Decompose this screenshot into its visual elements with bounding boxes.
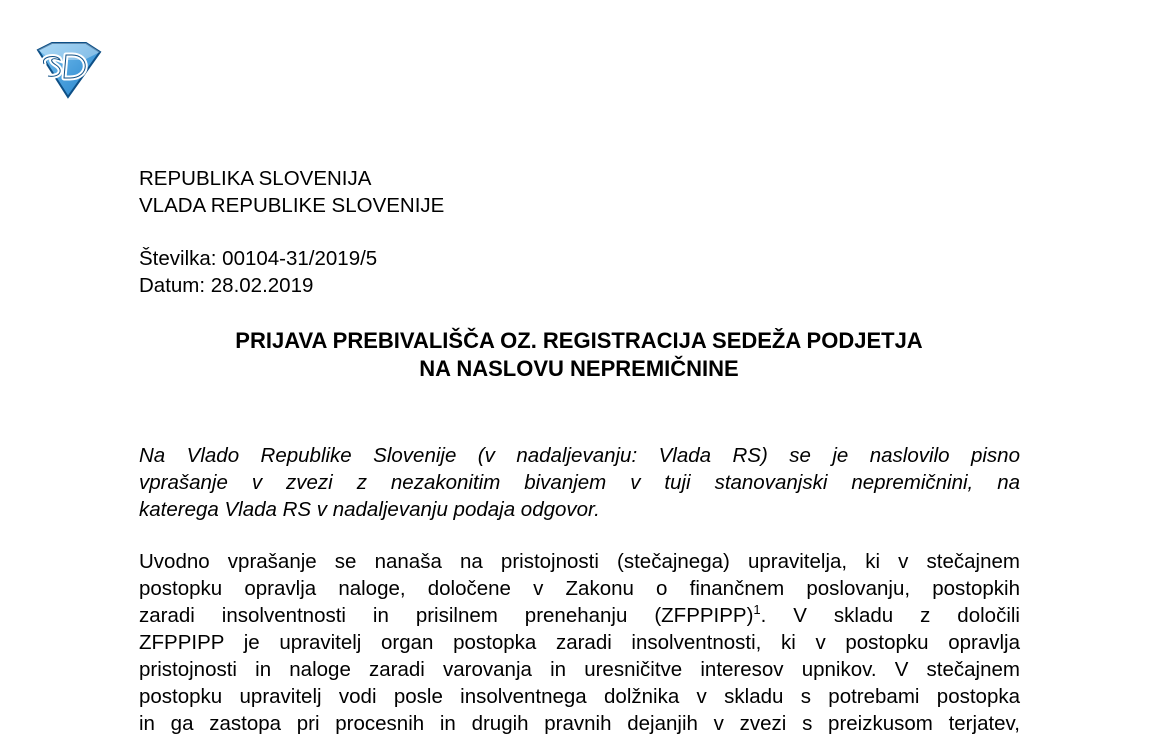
footnote-marker[interactable]: 1 xyxy=(753,602,761,618)
paragraph-line: vprašanje v zvezi z nezakonitim bivanjem v tuji stanovanjski nepremičnini, na xyxy=(139,471,1020,494)
issuer-header xyxy=(139,165,444,219)
paragraph-line: Uvodno vprašanje se nanaša na pristojnosti (stečajnega) upravitelja, ki v stečajnem xyxy=(139,550,1020,573)
issuer-line-republic: REPUBLIKA SLOVENIJA xyxy=(139,167,372,190)
title-line-2: NA NASLOVU NEPREMIČNINE xyxy=(419,356,739,381)
paragraph-line xyxy=(139,602,1020,629)
paragraph-line-text: . V skladu z določili xyxy=(760,604,1020,627)
title-line-1: PRIJAVA PREBIVALIŠČA OZ. REGISTRACIJA SEDEŽA PODJETJA xyxy=(235,328,923,353)
paragraph-line: postopku opravlja naloge, določene v Zakonu o finančnem poslovanju, postopkih xyxy=(139,577,1020,600)
paragraph-line-text: zaradi insolventnosti in prisilnem prenehanju (ZFPPIPP) xyxy=(139,604,754,627)
sd-logo xyxy=(30,40,104,100)
body-paragraph xyxy=(139,548,1020,737)
paragraph-line: postopku upravitelj vodi posle insolventnega dolžnika v skladu s potrebami postopka xyxy=(139,685,1020,708)
document-meta xyxy=(139,245,377,299)
paragraph-line: ZFPPIPP je upravitelj organ postopka zaradi insolventnosti, ki v postopku opravlja xyxy=(139,631,1020,654)
issuer-line-government: VLADA REPUBLIKE SLOVENIJE xyxy=(139,194,445,217)
paragraph-line: in ga zastopa pri procesnih in drugih pravnih dejanjih v zvezi s preizkusom terjatev, xyxy=(139,712,1020,735)
paragraph-line: pristojnosti in naloge zaradi varovanja in uresničitve interesov upnikov. V stečajnem xyxy=(139,658,1020,681)
paragraph-line: Na Vlado Republike Slovenije (v nadaljevanju: Vlada RS) se je naslovilo pisno xyxy=(139,444,1020,467)
document-number: Številka: 00104-31/2019/5 xyxy=(139,247,378,270)
document-title xyxy=(139,327,1019,383)
document-date: Datum: 28.02.2019 xyxy=(139,274,314,297)
sd-diamond-logo-icon xyxy=(30,40,104,100)
intro-paragraph xyxy=(139,442,1020,523)
paragraph-line: katerega Vlada RS v nadaljevanju podaja odgovor. xyxy=(139,498,600,521)
